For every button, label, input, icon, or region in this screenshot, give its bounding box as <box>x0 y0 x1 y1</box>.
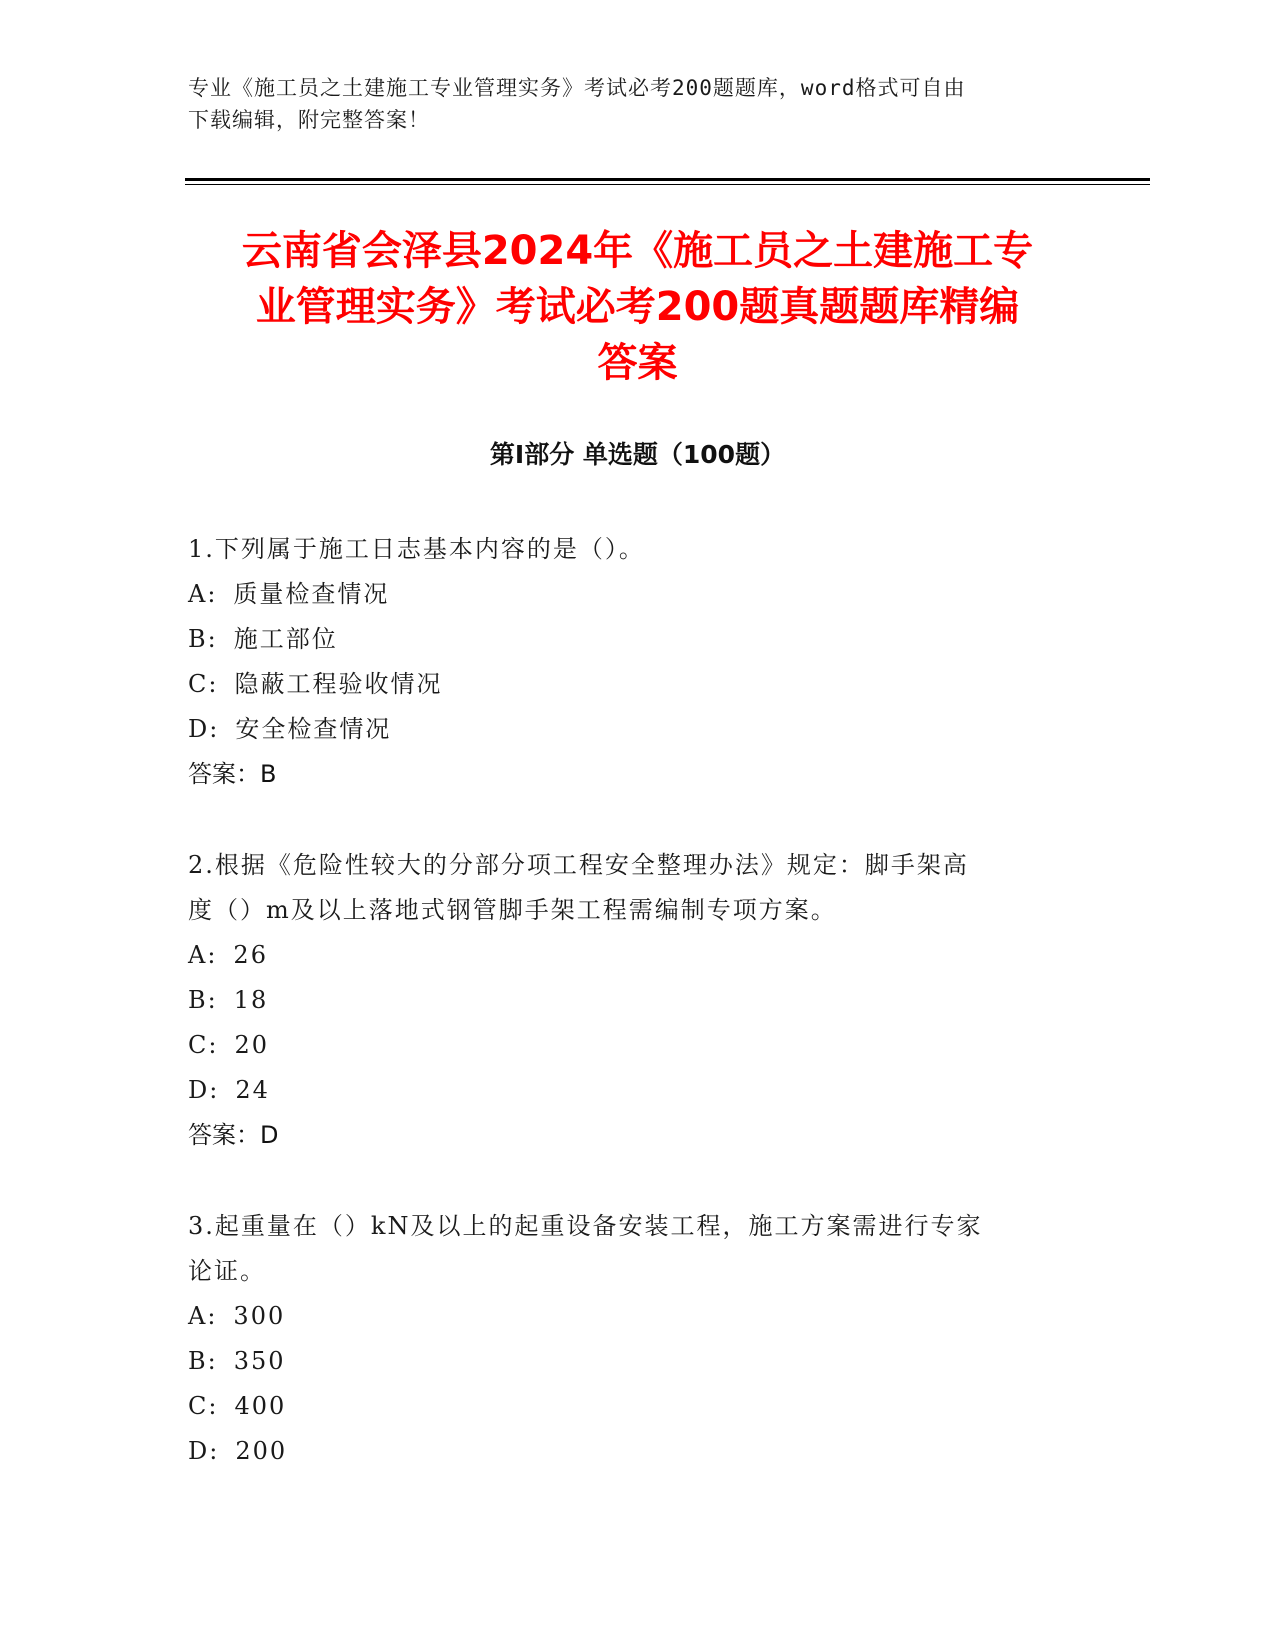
option-text: 20 <box>234 1031 269 1059</box>
option-text: 200 <box>235 1437 288 1465</box>
answer: 答案：D <box>188 1121 279 1149</box>
option-letter: C: <box>188 1392 219 1420</box>
option-letter: B: <box>188 625 218 653</box>
option-b <box>188 1339 1068 1384</box>
option-letter: C: <box>188 1031 219 1059</box>
option-text: 质量检查情况 <box>233 580 390 608</box>
option-d <box>188 1429 1068 1474</box>
option-a <box>188 1294 1068 1339</box>
option-text: 350 <box>233 1347 286 1375</box>
option-text: 26 <box>233 941 268 969</box>
option-letter: D: <box>188 1437 220 1465</box>
option-text: 300 <box>233 1302 286 1330</box>
option-b <box>188 617 1068 662</box>
option-letter: B: <box>188 1347 218 1375</box>
option-c <box>188 1023 1068 1068</box>
option-d <box>188 1068 1068 1113</box>
document-title-line-2: 业管理实务》考试必考200题真题题库精编 <box>255 284 1020 330</box>
option-text: 18 <box>233 986 269 1014</box>
option-letter: A: <box>188 941 218 969</box>
header-note <box>188 72 1068 136</box>
question-stem-continued: 度（）m及以上落地式钢管脚手架工程需编制专项方案。 <box>188 896 837 924</box>
option-text: 施工部位 <box>233 625 338 653</box>
document-title-line-1: 云南省会泽县2024年《施工员之土建施工专 <box>241 228 1034 274</box>
question-2 <box>188 843 1068 1158</box>
question-list <box>188 527 1068 1520</box>
option-text: 400 <box>234 1392 287 1420</box>
question-stem: 2.根据《危险性较大的分部分项工程安全整理办法》规定：脚手架高 <box>188 851 969 879</box>
option-a <box>188 933 1068 978</box>
option-c <box>188 662 1068 707</box>
question-1 <box>188 527 1068 797</box>
option-b <box>188 978 1068 1023</box>
header-divider-thin <box>185 184 1150 185</box>
option-c <box>188 1384 1068 1429</box>
option-text: 安全检查情况 <box>235 715 392 743</box>
option-letter: D: <box>188 1076 220 1104</box>
option-text: 隐蔽工程验收情况 <box>234 670 443 698</box>
section-heading: 第Ⅰ部分 单选题（100题） <box>489 440 786 469</box>
header-note-line-2: 下载编辑，附完整答案！ <box>188 108 430 132</box>
document-title <box>180 223 1095 391</box>
option-letter: C: <box>188 670 219 698</box>
question-stem-continued: 论证。 <box>188 1257 266 1285</box>
option-text: 24 <box>235 1076 270 1104</box>
header-note-line-1: 专业《施工员之土建施工专业管理实务》考试必考200题题库，word格式可自由 <box>188 76 966 100</box>
question-3 <box>188 1204 1068 1474</box>
option-d <box>188 707 1068 752</box>
question-stem: 1.下列属于施工日志基本内容的是（）。 <box>188 535 645 563</box>
option-letter: B: <box>188 986 218 1014</box>
option-letter: D: <box>188 715 220 743</box>
document-title-line-3: 答案 <box>597 340 678 386</box>
question-stem: 3.起重量在（）kN及以上的起重设备安装工程，施工方案需进行专家 <box>188 1212 983 1240</box>
option-letter: A: <box>188 580 218 608</box>
answer: 答案：B <box>188 760 277 788</box>
header-divider-thick <box>185 178 1150 181</box>
option-a <box>188 572 1068 617</box>
option-letter: A: <box>188 1302 218 1330</box>
